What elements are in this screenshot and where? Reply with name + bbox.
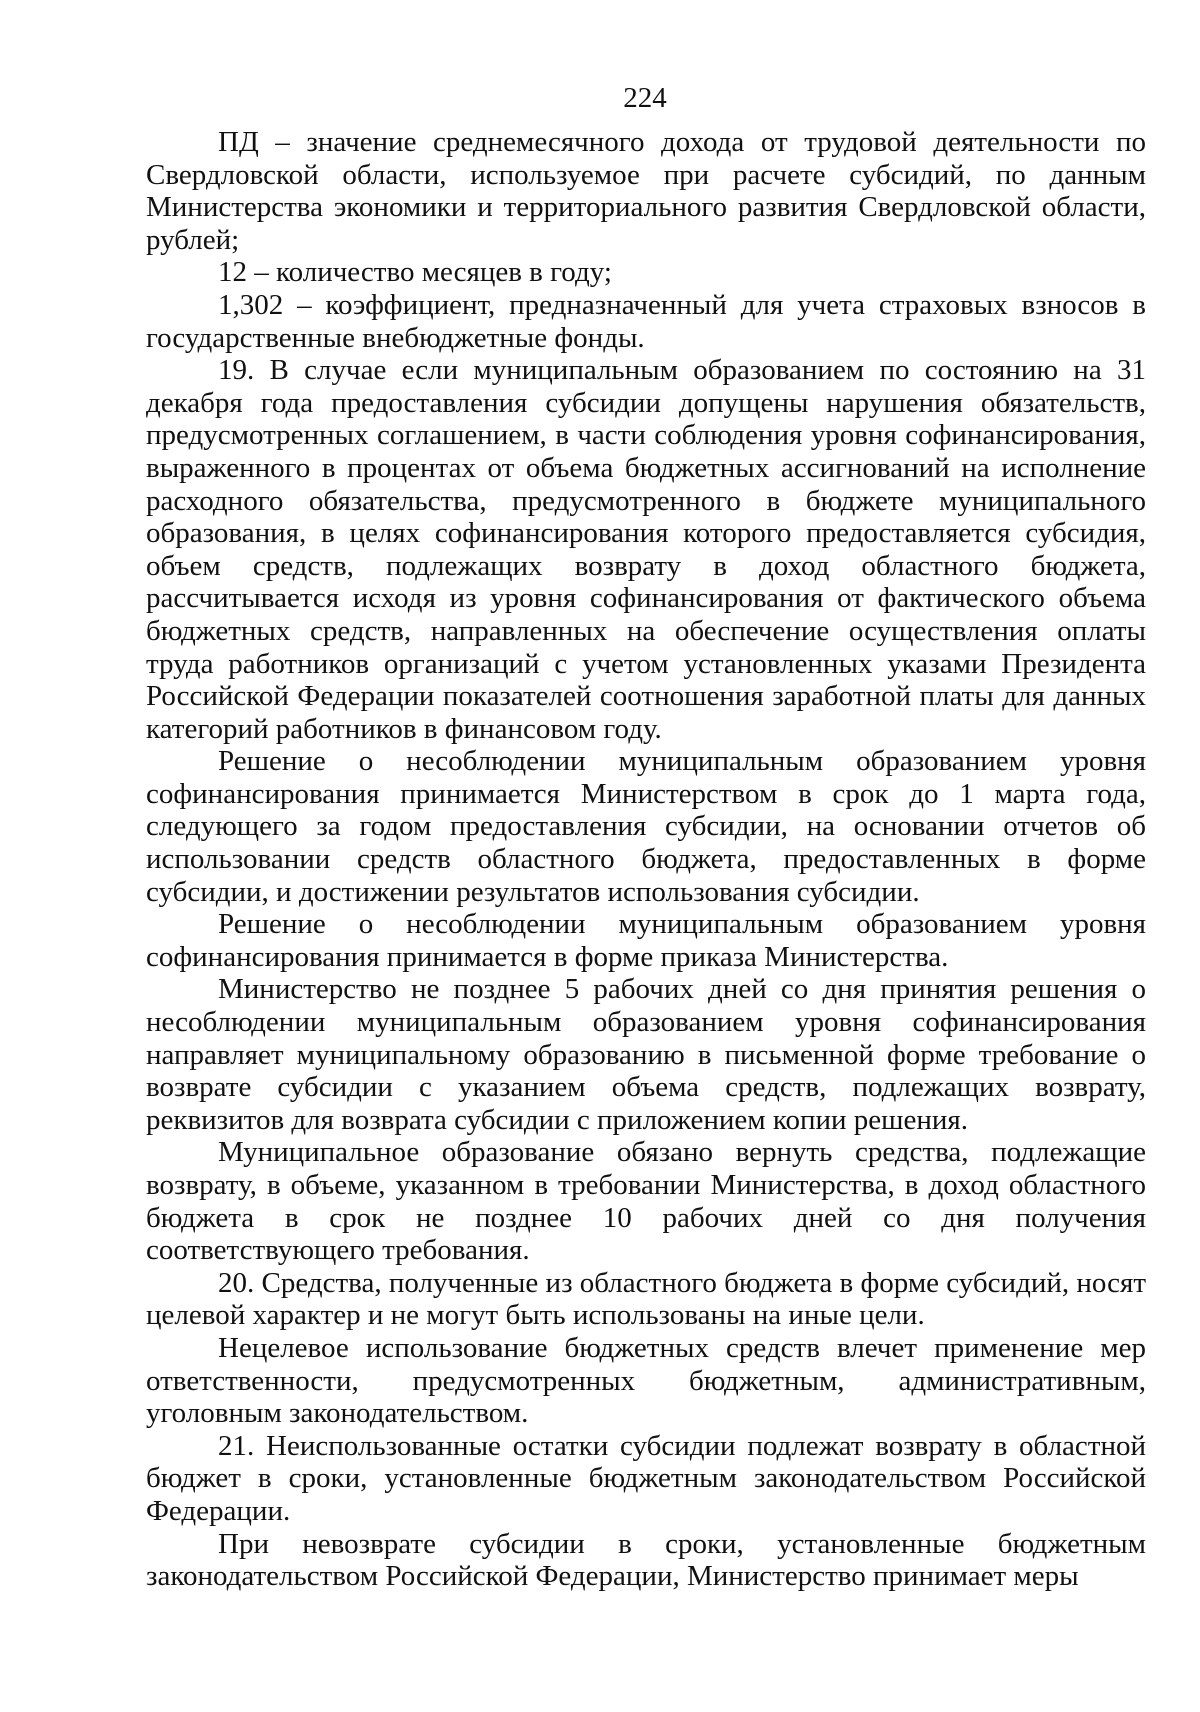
paragraph-clause-21: 21. Неиспользованные остатки субсидии подлежат возврату в областной бюджет в сроки, установленные бюджетным законодательством Российской Федерации. xyxy=(146,1429,1146,1527)
document-body xyxy=(146,126,1146,1593)
paragraph-return-obligation: Муниципальное образование обязано вернуть средства, подлежащие возврату, в объеме, указанном в требовании Министерства, в доход областного бюджета в срок не позднее 10 рабочих дней со дня получения соответствующего требования. xyxy=(146,1136,1146,1267)
paragraph-misuse-liability: Нецелевое использование бюджетных средств влечет применение мер ответственности, предусмотренных бюджетным, административным, уголовным законодательством. xyxy=(146,1331,1146,1430)
paragraph-non-return-measures: При невозврате субсидии в сроки, установленные бюджетным законодательством Российской Федерации, Министерство принимает меры xyxy=(146,1527,1146,1593)
paragraph-decision-form: Решение о несоблюдении муниципальным образованием уровня софинансирования принимается в форме приказа Министерства. xyxy=(146,908,1146,973)
paragraph-decision-deadline: Решение о несоблюдении муниципальным образованием уровня софинансирования принимается Министерством в срок до 1 марта года, следующего за годом предоставления субсидии, на основании отчетов об использовании средств областного бюджета, предоставленных в форме субсидии, и достижении результатов использования субсидии. xyxy=(146,745,1146,908)
paragraph-coefficient: 1,302 – коэффициент, предназначенный для учета страховых взносов в государственные внебюджетные фонды. xyxy=(146,288,1146,354)
paragraph-clause-19: 19. В случае если муниципальным образованием по состоянию на 31 декабря года предоставления субсидии допущены нарушения обязательств, предусмотренных соглашением, в части соблюдения уровня софинансирования, выраженного в процентах от объема бюджетных ассигнований на исполнение расходного обязательства, предусмотренного в бюджете муниципального образования, в целях софинансирования которого предоставляется субсидия, объем средств, подлежащих возврату в доход областного бюджета, рассчитывается исходя из уровня софинансирования от фактического объема бюджетных средств, направленных на обеспечение осуществления оплаты труда работников организаций с учетом установленных указами Президента Российской Федерации показателей соотношения заработной платы для данных категорий работников в финансовом году. xyxy=(146,354,1146,745)
page-number: 224 xyxy=(623,82,667,114)
paragraph-months-count: 12 – количество месяцев в году; xyxy=(218,256,612,289)
paragraph-clause-20: 20. Средства, полученные из областного бюджета в форме субсидий, носят целевой характер и не могут быть использованы на иные цели. xyxy=(146,1266,1146,1332)
paragraph-ministry-notice: Министерство не позднее 5 рабочих дней со дня принятия решения о несоблюдении муниципальным образованием уровня софинансирования направляет муниципальному образованию в письменной форме требование о возврате субсидии с указанием объема средств, подлежащих возврату, реквизитов для возврата субсидии с приложением копии решения. xyxy=(146,973,1146,1136)
paragraph-pd-definition: ПД – значение среднемесячного дохода от трудовой деятельности по Свердловской области, используемое при расчете субсидий, по данным Министерства экономики и территориального развития Свердловской области, рублей; xyxy=(146,126,1146,256)
